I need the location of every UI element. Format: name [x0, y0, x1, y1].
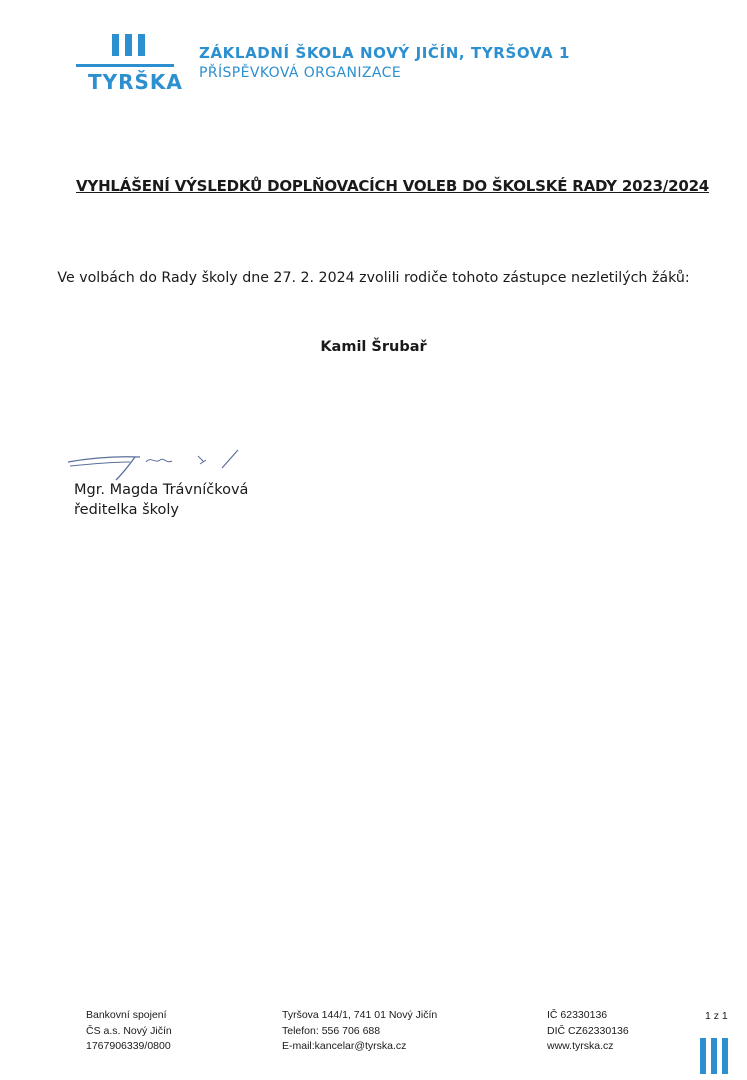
page-number: 1 z 1 — [705, 1010, 728, 1022]
footer-contact — [282, 1008, 437, 1055]
logo-bars — [112, 34, 145, 56]
footer-logo-bars — [700, 1038, 728, 1074]
intro-text: Ve volbách do Rady školy dne 27. 2. 2024 zvolili rodiče tohoto zástupce nezletilých žáků: — [57, 270, 690, 286]
footer-email: E-mail:kancelar@tyrska.cz — [282, 1040, 407, 1052]
document-title: VYHLÁŠENÍ VÝSLEDKŮ DOPLŇOVACÍCH VOLEB DO ŠKOLSKÉ RADY 2023/2024 — [76, 177, 710, 195]
school-type: PŘÍSPĚVKOVÁ ORGANIZACE — [199, 65, 402, 81]
school-logo — [76, 30, 183, 100]
logo-word: TYRŠKA — [88, 70, 183, 94]
signatory-role: ředitelka školy — [74, 502, 179, 518]
footer-address: Tyršova 144/1, 741 01 Nový Jičín — [282, 1009, 438, 1021]
handwritten-signature — [60, 440, 250, 485]
footer-ids — [547, 1008, 629, 1055]
footer-bank-label: Bankovní spojení — [86, 1009, 167, 1021]
footer-phone: Telefon: 556 706 688 — [282, 1024, 381, 1037]
school-header — [199, 44, 570, 81]
footer-website: www.tyrska.cz — [547, 1040, 614, 1052]
footer-bank-name: ČS a.s. Nový Jičín — [86, 1024, 172, 1037]
footer-bank-account: 1767906339/0800 — [86, 1040, 171, 1052]
signatory — [74, 480, 248, 520]
signatory-name: Mgr. Magda Trávníčková — [74, 482, 249, 498]
footer-dic: DIČ CZ62330136 — [547, 1024, 629, 1037]
elected-representative: Kamil Šrubař — [320, 339, 427, 355]
logo-line — [76, 64, 174, 67]
footer-bank — [86, 1008, 172, 1055]
footer-ico: IČ 62330136 — [547, 1009, 608, 1021]
school-name: ZÁKLADNÍ ŠKOLA NOVÝ JIČÍN, TYRŠOVA 1 — [199, 44, 571, 62]
